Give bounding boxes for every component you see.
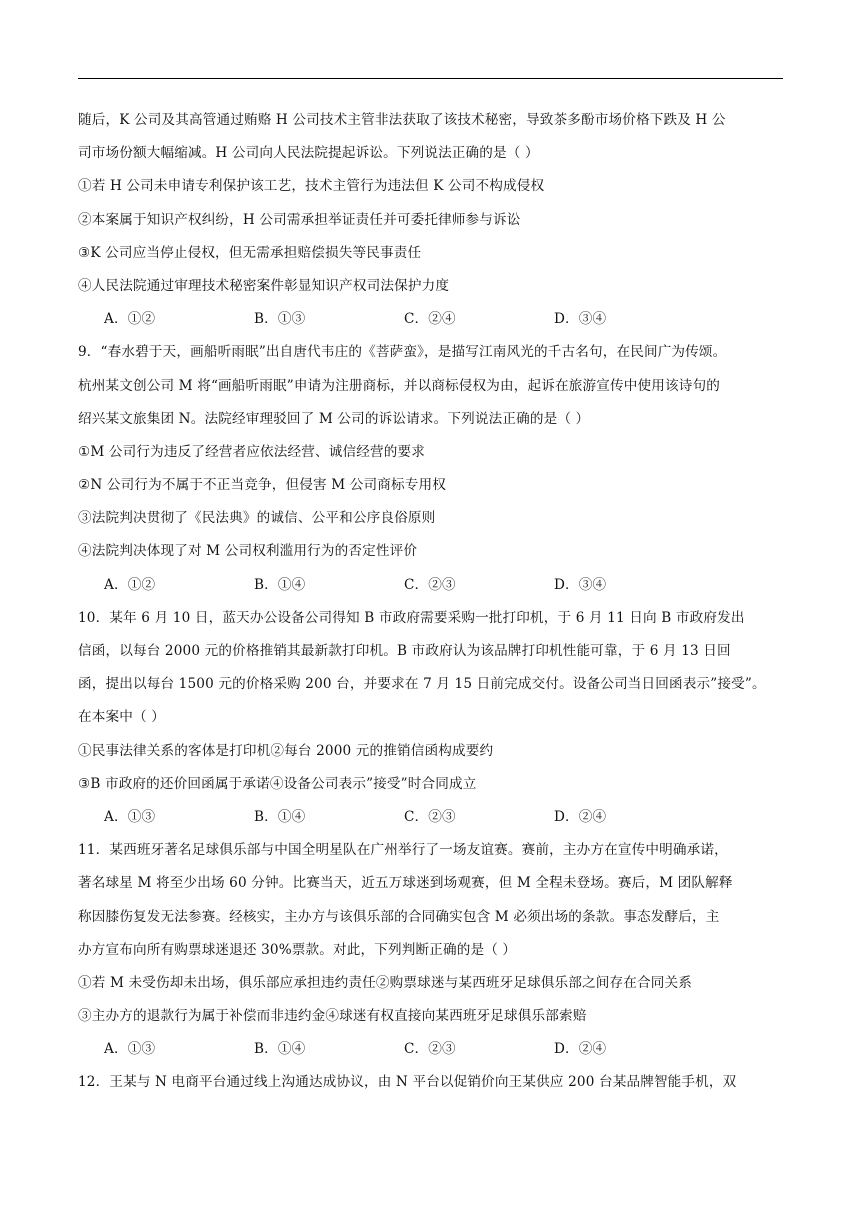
q10-statement-1: ①民事法律关系的客体是打印机②每台 2000 元的推销信函构成要约 (78, 742, 494, 759)
question-9 (78, 336, 790, 602)
q8-stem-line-2: 司市场份额大幅缩减。H 公司向人民法院提起诉讼。下列说法正确的是（ ） (78, 145, 539, 162)
q9-stem-line-2: 杭州某文创公司 M 将“画船听雨眠”申请为注册商标，并以商标侵权为由，起诉在旅游宣传中使用该诗句的 (78, 377, 720, 394)
q9-option-d: D．③④ (554, 576, 607, 593)
q9-stem-line-3: 绍兴某文旅集团 N。法院经审理驳回了 M 公司的诉讼请求。下列说法正确的是（ ） (78, 410, 590, 427)
q11-stem-line-1: 11．某西班牙著名足球俱乐部与中国全明星队在广州举行了一场友谊赛。赛前，主办方在宣传中明确承诺， (78, 842, 728, 859)
q10-options (78, 801, 790, 834)
q9-options (78, 569, 790, 602)
q8-statement-2: ②本案属于知识产权纠纷，H 公司需承担举证责任并可委托律师参与诉讼 (78, 211, 521, 228)
header-rule (78, 78, 783, 79)
q11-option-d: D．②④ (554, 1041, 607, 1058)
q11-option-a: A．①③ (104, 1041, 156, 1058)
q11-stem-line-3: 称因膝伤复发无法参赛。经核实，主办方与该俱乐部的合同确实包含 M 必须出场的条款。事态发酵后，主 (78, 908, 720, 925)
exam-page (78, 104, 790, 1100)
q9-option-b: B．①④ (254, 576, 306, 593)
q11-stem-line-4: 办方宣布向所有购票球迷退还 30%票款。对此，下列判断正确的是（ ） (78, 941, 517, 958)
q10-stem-line-3: 函，提出以每台 1500 元的价格采购 200 台，并要求在 7 月 15 日前完成交付。设备公司当日回函表示”接受”。 (78, 676, 766, 693)
q9-option-a: A．①② (104, 576, 156, 593)
q9-statement-2: ②N 公司行为不属于不正当竞争，但侵害 M 公司商标专用权 (78, 477, 446, 494)
q9-option-c: C．②③ (404, 576, 456, 593)
q10-option-b: B．①④ (254, 808, 306, 825)
q9-statement-1: ①M 公司行为违反了经营者应依法经营、诚信经营的要求 (78, 443, 425, 460)
q10-option-d: D．②④ (554, 808, 607, 825)
q9-stem-line-1: 9．“春水碧于天，画船听雨眠”出自唐代韦庄的《菩萨蛮》，是描写江南风光的千古名句，在民间广为传颂。 (78, 344, 727, 361)
q8-options (78, 303, 790, 336)
q10-option-a: A．①③ (104, 808, 156, 825)
q9-statement-4: ④法院判决体现了对 M 公司权利滥用行为的否定性评价 (78, 543, 418, 560)
q10-stem-line-2: 信函，以每台 2000 元的价格推销其最新款打印机。B 市政府认为该品牌打印机性能可靠，于 6 月 13 日回 (78, 643, 731, 659)
q8-stem-line-1: 随后，K 公司及其高管通过贿赂 H 公司技术主管非法获取了该技术秘密，导致茶多酚市场价格下跌及 H 公 (78, 112, 726, 128)
q9-statement-3: ③法院判决贯彻了《民法典》的诚信、公平和公序良俗原则 (78, 510, 436, 527)
q12-stem-line-1: 12．王某与 N 电商平台通过线上沟通达成协议，由 N 平台以促销价向王某供应 200 台某品牌智能手机，双 (78, 1074, 737, 1091)
q8-statement-3: ③K 公司应当停止侵权，但无需承担赔偿损失等民事责任 (78, 244, 422, 261)
q8-option-c: C．②④ (404, 311, 456, 328)
q11-option-c: C．②③ (404, 1041, 456, 1058)
q11-stem-line-2: 著名球星 M 将至少出场 60 分钟。比赛当天，近五万球迷到场观赛，但 M 全程未登场。赛后，M 团队解释 (78, 875, 733, 892)
question-11 (78, 834, 790, 1066)
q8-statement-4: ④人民法院通过审理技术秘密案件彰显知识产权司法保护力度 (78, 277, 450, 294)
question-12 (78, 1066, 790, 1099)
q11-statement-1: ①若 M 未受伤却未出场，俱乐部应承担违约责任②购票球迷与某西班牙足球俱乐部之间存在合同关系 (78, 974, 692, 991)
q8-statement-1: ①若 H 公司未申请专利保护该工艺，技术主管行为违法但 K 公司不构成侵权 (78, 178, 545, 195)
question-10 (78, 602, 790, 834)
q8-option-d: D．③④ (554, 311, 607, 328)
q11-options (78, 1033, 790, 1066)
q11-option-b: B．①④ (254, 1041, 306, 1058)
q8-option-a: A．①② (104, 311, 156, 328)
question-8 (78, 104, 790, 336)
q10-stem-line-4: 在本案中（ ） (78, 709, 165, 726)
q8-option-b: B．①③ (254, 311, 306, 328)
q10-statement-2: ③B 市政府的还价回函属于承诺④设备公司表示”接受”时合同成立 (78, 775, 477, 792)
q11-statement-2: ③主办方的退款行为属于补偿而非违约金④球迷有权直接向某西班牙足球俱乐部索赔 (78, 1008, 587, 1025)
q10-option-c: C．②③ (404, 808, 456, 825)
q10-stem-line-1: 10．某年 6 月 10 日，蓝天办公设备公司得知 B 市政府需要采购一批打印机，于 6 月 11 日向 B 市政府发出 (78, 609, 745, 626)
